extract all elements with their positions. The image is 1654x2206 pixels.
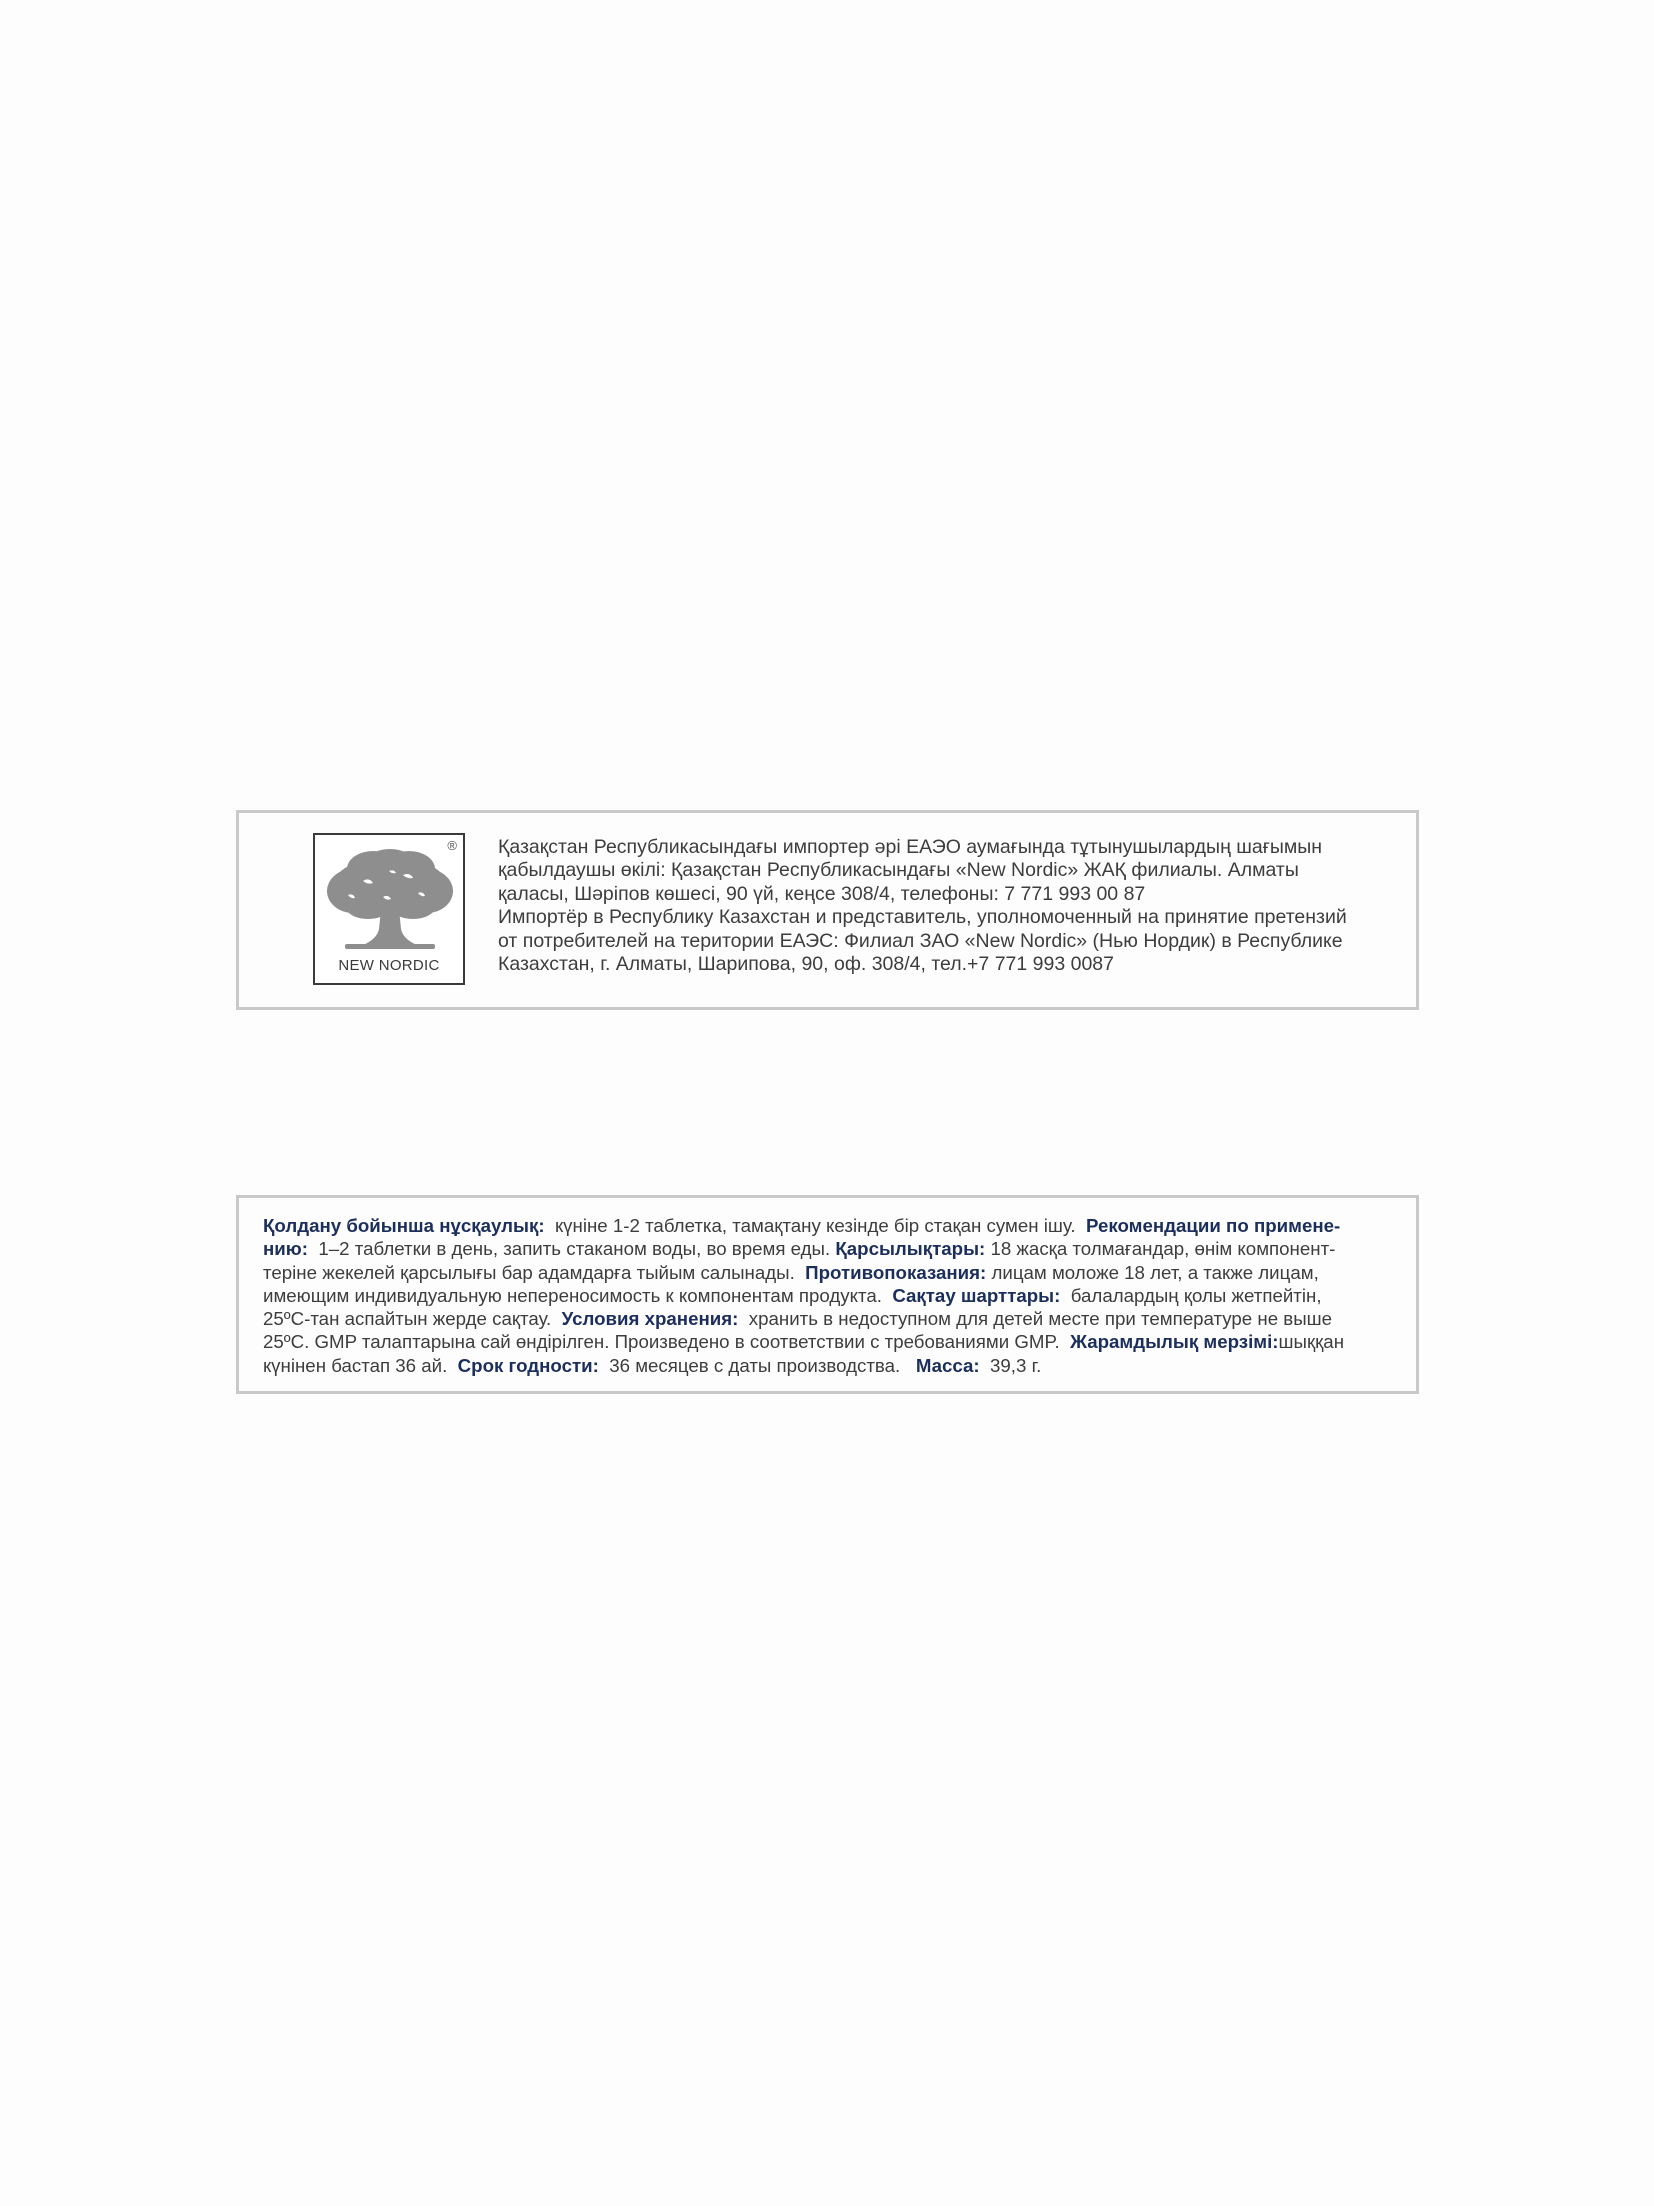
registered-mark: ® xyxy=(447,838,457,853)
usage-text-kz: күніне 1-2 таблетка, тамақтану кезінде бір стақан сумен ішу. xyxy=(544,1215,1086,1236)
instructions-line xyxy=(263,1307,1395,1330)
contraindications-text-ru: лицам моложе 18 лет, а также лицам, xyxy=(986,1261,1319,1283)
shelf-life-text-kz: шыққан xyxy=(1278,1331,1345,1353)
instructions-text xyxy=(263,1214,1395,1377)
importer-info xyxy=(498,836,1398,976)
instructions-line xyxy=(263,1214,1395,1237)
storage-text-kz: балалардың қолы жетпейтін, xyxy=(1060,1284,1322,1306)
usage-label-kz: Қолдану бойынша нұсқаулық: xyxy=(263,1215,545,1236)
shelf-life-label-ru: Срок годности: xyxy=(457,1354,599,1376)
gmp-text: 25ºC. GMP талаптарына сай өндірілген. Произведено в соответствии с требованиями GMP. xyxy=(263,1331,1071,1353)
mass-value: 39,3 г. xyxy=(979,1354,1042,1376)
contraindications-text-ru-cont: имеющим индивидуальную непереносимость к компонентам продукта. xyxy=(263,1284,893,1306)
logo-wordmark: NEW NORDIC xyxy=(338,957,440,974)
shelf-life-text-ru: 36 месяцев с даты производства. xyxy=(598,1354,916,1376)
mass-label: Масса: xyxy=(915,1354,980,1376)
instructions-line xyxy=(263,1330,1395,1353)
instructions-line xyxy=(263,1261,1395,1284)
contraindications-label-ru: Противопоказания: xyxy=(805,1261,987,1283)
storage-label-ru: Условия хранения: xyxy=(561,1308,739,1330)
usage-label-ru-cont: нию: xyxy=(263,1238,308,1260)
importer-line: Импортёр в Республику Казахстан и представитель, уполномоченный на принятие претензий xyxy=(498,906,1347,929)
shelf-life-label-kz: Жарамдылық мерзімі: xyxy=(1070,1331,1279,1353)
importer-panel xyxy=(236,810,1419,1010)
storage-text-ru: хранить в недоступном для детей месте при температуре не выше xyxy=(738,1308,1333,1330)
importer-line: қабылдаушы өкілі: Қазақстан Республикасындағы «New Nordic» ЖАҚ филиалы. Алматы xyxy=(498,859,1299,882)
importer-line: Қазақстан Республикасындағы импортер әрі ЕАЭО аумағында тұтынушылардың шағымын xyxy=(498,836,1323,858)
instructions-line xyxy=(263,1284,1395,1307)
importer-line: от потребителей на територии ЕАЭС: Филиал ЗАО «New Nordic» (Нью Нордик) в Республике xyxy=(498,929,1343,952)
instructions-line xyxy=(263,1237,1395,1260)
usage-text-ru: 1–2 таблетки в день, запить стаканом воды, во время еды. xyxy=(307,1238,836,1260)
instructions-line xyxy=(263,1354,1395,1377)
new-nordic-logo xyxy=(313,833,465,985)
importer-line: қаласы, Шәріпов көшесі, 90 үй, кеңсе 308/4, телефоны: 7 771 993 00 87 xyxy=(498,882,1146,905)
contraindications-text-kz: 18 жасқа толмағандар, өнім компонент- xyxy=(985,1238,1336,1260)
contraindications-text-kz-cont: теріне жекелей қарсылығы бар адамдарға тыйым салынады. xyxy=(263,1261,806,1283)
instructions-panel xyxy=(236,1195,1419,1394)
contraindications-label-kz: Қарсылықтары: xyxy=(835,1238,986,1260)
storage-text-kz-cont: 25ºC-тан аспайтын жерде сақтау. xyxy=(263,1308,562,1330)
oak-tree-icon xyxy=(323,847,457,955)
storage-label-kz: Сақтау шарттары: xyxy=(892,1284,1061,1306)
shelf-life-text-kz-cont: күнінен бастап 36 ай. xyxy=(263,1354,458,1376)
usage-label-ru: Рекомендации по примене- xyxy=(1085,1215,1341,1236)
importer-line: Казахстан, г. Алматы, Шарипова, 90, оф. 308/4, тел.+7 771 993 0087 xyxy=(498,953,1114,976)
